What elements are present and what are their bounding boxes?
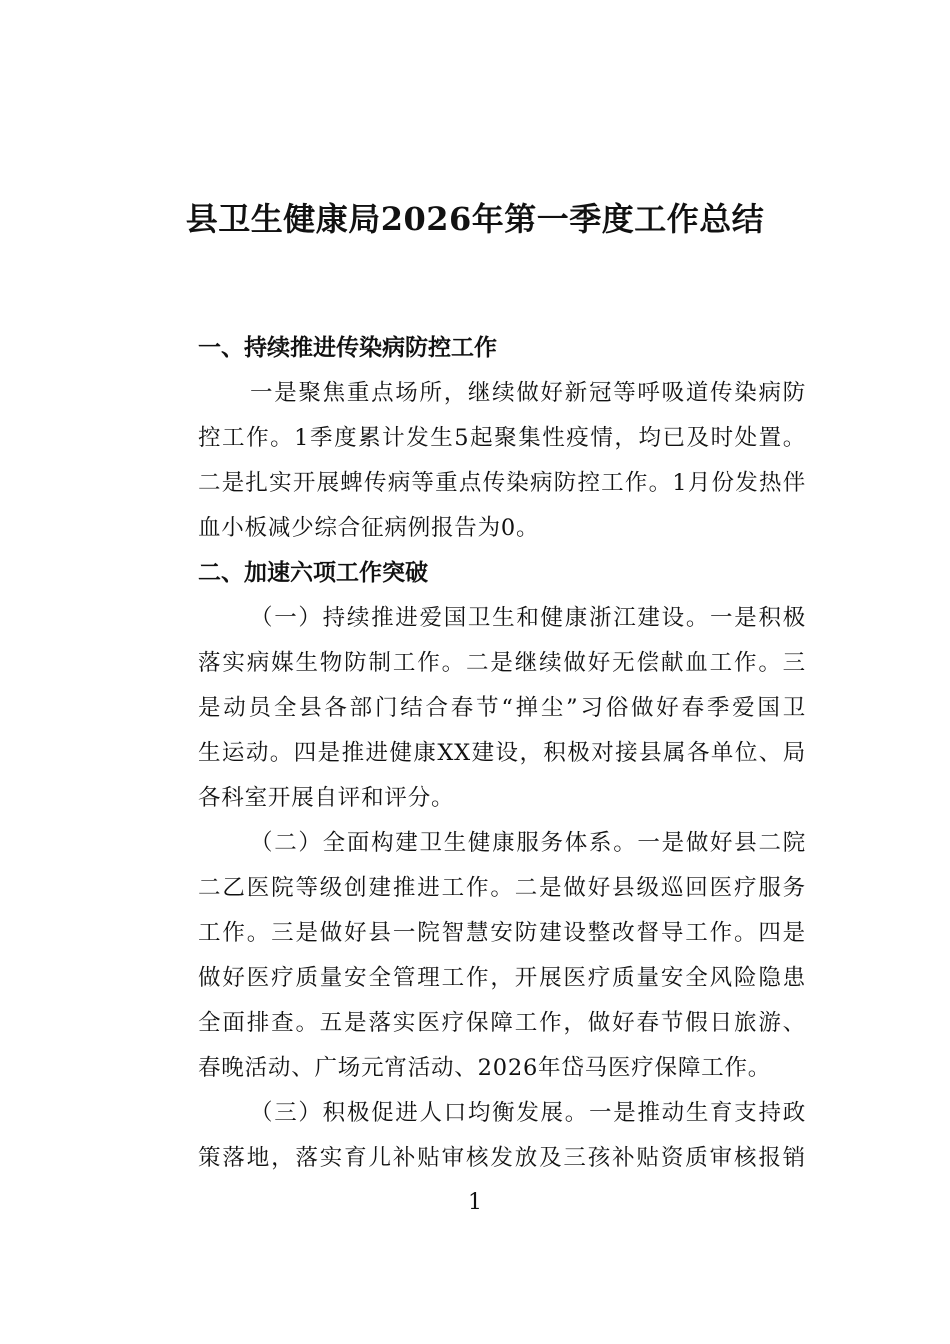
paragraph-line: 策落地，落实育儿补贴审核发放及三孩补贴资质审核报销 bbox=[198, 1145, 806, 1171]
paragraph-line: （三）积极促进人口均衡发展。一是推动生育支持政 bbox=[250, 1100, 806, 1126]
paragraph-line: 各科室开展自评和评分。 bbox=[198, 785, 455, 811]
paragraph-line: 一是聚焦重点场所，继续做好新冠等呼吸道传染病防 bbox=[250, 380, 806, 406]
document-title: 县卫生健康局2026年第一季度工作总结 bbox=[185, 200, 765, 238]
paragraph-line: 工作。三是做好县一院智慧安防建设整改督导工作。四是 bbox=[198, 920, 806, 946]
paragraph-line: 春晚活动、广场元宵活动、2026年岱马医疗保障工作。 bbox=[198, 1055, 772, 1081]
paragraph-line: （二）全面构建卫生健康服务体系。一是做好县二院 bbox=[250, 830, 806, 856]
paragraph-line: 二乙医院等级创建推进工作。二是做好县级巡回医疗服务 bbox=[198, 875, 806, 901]
paragraph-line: 血小板减少综合征病例报告为0。 bbox=[198, 515, 540, 541]
paragraph-line: 二是扎实开展蜱传病等重点传染病防控工作。1月份发热伴 bbox=[198, 470, 806, 496]
section-heading-2: 二、加速六项工作突破 bbox=[198, 560, 428, 586]
paragraph-health-service-system bbox=[146, 821, 806, 1091]
paragraph-patriotic-health bbox=[146, 596, 806, 821]
paragraph-line: （一）持续推进爱国卫生和健康浙江建设。一是积极 bbox=[250, 605, 806, 631]
paragraph-line: 控工作。1季度累计发生5起聚集性疫情，均已及时处置。 bbox=[198, 425, 806, 451]
paragraph-population-development bbox=[146, 1091, 806, 1181]
document-body bbox=[146, 326, 806, 1181]
page-number: 1 bbox=[468, 1190, 482, 1215]
section-heading-1: 一、持续推进传染病防控工作 bbox=[198, 335, 497, 361]
paragraph-infectious-disease-control bbox=[146, 371, 806, 551]
paragraph-line: 是动员全县各部门结合春节“掸尘”习俗做好春季爱国卫 bbox=[198, 695, 806, 721]
paragraph-line: 生运动。四是推进健康XX建设，积极对接县属各单位、局 bbox=[198, 740, 806, 766]
paragraph-line: 做好医疗质量安全管理工作，开展医疗质量安全风险隐患 bbox=[198, 965, 806, 991]
paragraph-line: 落实病媒生物防制工作。二是继续做好无偿献血工作。三 bbox=[198, 650, 806, 676]
paragraph-line: 全面排查。五是落实医疗保障工作，做好春节假日旅游、 bbox=[198, 1010, 806, 1036]
